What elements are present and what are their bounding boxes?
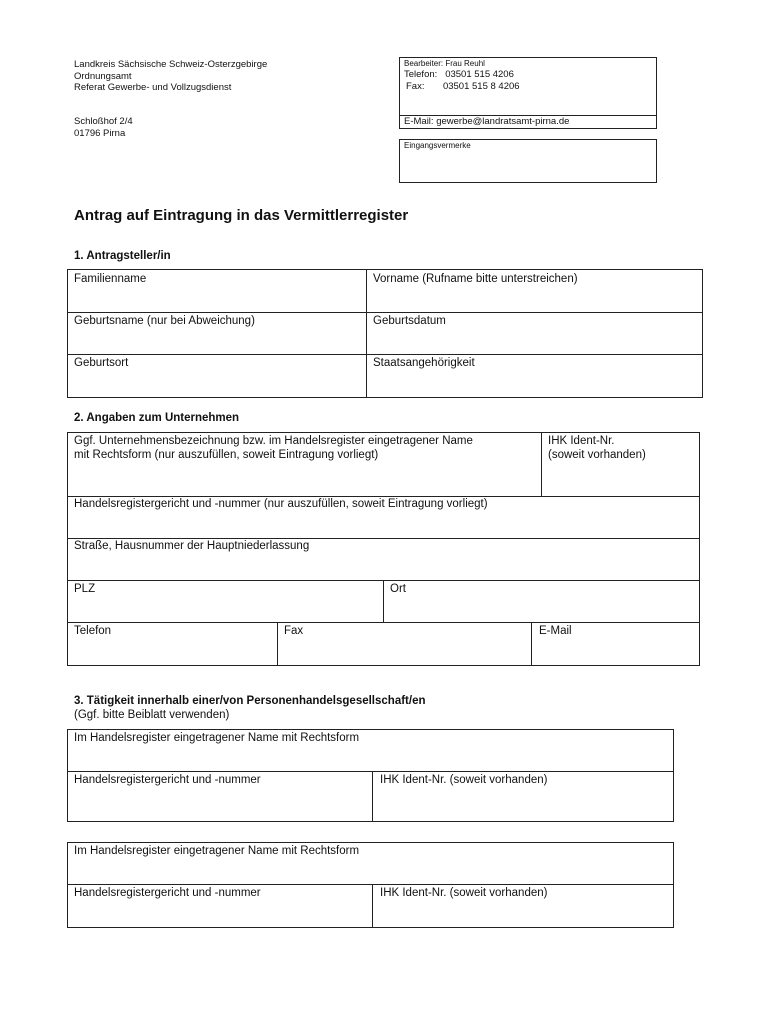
ihk-ident-field[interactable]: IHK Ident-Nr. (soweit vorhanden) (548, 435, 646, 461)
section3-block1-name-field[interactable]: Im Handelsregister eingetragener Name mit Rechtsform (74, 732, 360, 744)
contact-bearbeiter: Bearbeiter: Frau Reuhl (404, 59, 485, 68)
section3-block2-ihk-field[interactable]: IHK Ident-Nr. (soweit vorhanden) (380, 887, 548, 899)
geburtsdatum-field[interactable]: Geburtsdatum (373, 315, 446, 327)
authority-office: Ordnungsamt (74, 70, 132, 82)
fax-field[interactable]: Fax (284, 625, 304, 637)
section3-block1-divider (67, 771, 674, 772)
authority-block (74, 59, 267, 94)
section1-row-divider-1 (67, 312, 703, 313)
ort-field[interactable]: Ort (390, 583, 406, 595)
section2-plz-divider (383, 580, 384, 623)
vorname-field[interactable]: Vorname (Rufname bitte unterstreichen) (373, 273, 578, 285)
section2-row-divider-4 (67, 622, 700, 623)
section1-row-divider-2 (67, 354, 703, 355)
familienname-field[interactable]: Familienname (74, 273, 147, 285)
email-field[interactable]: E-Mail (539, 625, 572, 637)
unternehmensbezeichnung-field[interactable]: Ggf. Unternehmensbezeichnung bzw. im Handelsregister eingetragener Name mit Rechtsform (nur auszufüllen, soweit Eintragung vorliegt) (74, 435, 473, 461)
handelsregister-field[interactable]: Handelsregistergericht und -nummer (nur auszufüllen, soweit Eintragung vorliegt) (74, 498, 488, 510)
geburtsname-field[interactable]: Geburtsname (nur bei Abweichung) (74, 315, 255, 327)
contact-telefon: Telefon: 03501 515 4206 (404, 69, 514, 80)
section2-fax-divider (531, 622, 532, 666)
authority-name: Landkreis Sächsische Schweiz-Osterzgebirge (74, 59, 268, 70)
strasse-field[interactable]: Straße, Hausnummer der Hauptniederlassung (74, 540, 310, 552)
section1-col-divider (366, 269, 367, 398)
contact-email: E-Mail: gewerbe@landratsamt-pirna.de (404, 116, 570, 127)
section2-title: 2. Angaben zum Unternehmen (74, 412, 240, 424)
section3-subtitle: (Ggf. bitte Beiblatt verwenden) (74, 709, 230, 721)
staatsangehoerigkeit-field[interactable]: Staatsangehörigkeit (373, 357, 475, 369)
section3-block2-register-field[interactable]: Handelsregistergericht und -nummer (74, 887, 261, 899)
section3-block1-col-divider (372, 771, 373, 822)
telefon-field[interactable]: Telefon (74, 625, 112, 637)
section1-title: 1. Antragsteller/in (74, 250, 171, 262)
section3-block1-register-field[interactable]: Handelsregistergericht und -nummer (74, 774, 261, 786)
address-city: 01796 Pirna (74, 127, 126, 139)
section3-block1-ihk-field[interactable]: IHK Ident-Nr. (soweit vorhanden) (380, 774, 548, 786)
contact-fax: Fax: 03501 515 8 4206 (406, 81, 520, 92)
section1-table (67, 269, 703, 398)
section2-tel-divider (277, 622, 278, 666)
page-title: Antrag auf Eintragung in das Vermittlerregister (74, 207, 409, 224)
address-block (74, 116, 133, 139)
address-street: Schloßhof 2/4 (74, 116, 133, 127)
section3-block2-col-divider (372, 884, 373, 928)
section3-block2-name-field[interactable]: Im Handelsregister eingetragener Name mit Rechtsform (74, 845, 360, 857)
plz-field[interactable]: PLZ (74, 583, 96, 595)
section3-block2-divider (67, 884, 674, 885)
geburtsort-field[interactable]: Geburtsort (74, 357, 129, 369)
eingangsvermerke-label: Eingangsvermerke (404, 141, 471, 150)
section2-ihk-divider (541, 432, 542, 496)
authority-department: Referat Gewerbe- und Vollzugsdienst (74, 82, 232, 93)
section3-title: 3. Tätigkeit innerhalb einer/von Personenhandelsgesellschaft/en (74, 695, 426, 707)
